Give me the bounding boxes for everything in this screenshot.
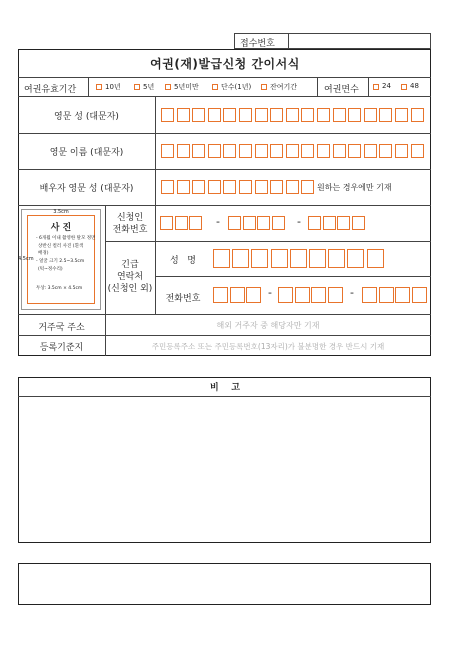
- char-box[interactable]: [286, 144, 299, 158]
- digit-box[interactable]: [295, 287, 310, 303]
- photo-instruction-3: 배경): [38, 251, 49, 256]
- char-box[interactable]: [290, 249, 307, 268]
- char-box[interactable]: [223, 180, 236, 194]
- char-box[interactable]: [411, 144, 424, 158]
- validity-checkbox-10y[interactable]: [96, 84, 102, 90]
- surname-label: 영문 성 (대문자): [54, 112, 119, 122]
- char-box[interactable]: [239, 108, 252, 122]
- char-box[interactable]: [177, 144, 190, 158]
- digit-box[interactable]: [246, 287, 261, 303]
- validity-option-10y: 10년: [105, 83, 121, 91]
- char-box[interactable]: [317, 108, 330, 122]
- spouse-note: 원하는 경우에만 기재: [317, 183, 392, 192]
- validity-checkbox-single[interactable]: [212, 84, 218, 90]
- digit-box[interactable]: [278, 287, 293, 303]
- char-box[interactable]: [301, 180, 314, 194]
- char-box[interactable]: [395, 108, 408, 122]
- char-box[interactable]: [255, 108, 268, 122]
- remarks-label: 비 고: [210, 383, 240, 393]
- phone-separator: -: [268, 286, 272, 299]
- digit-box[interactable]: [352, 216, 365, 230]
- digit-box[interactable]: [362, 287, 377, 303]
- photo-instruction-5: (턱~정수리): [38, 267, 63, 272]
- char-box[interactable]: [364, 144, 377, 158]
- char-box[interactable]: [192, 108, 205, 122]
- char-box[interactable]: [395, 144, 408, 158]
- applicant-phone-label: 신청인 전화번호: [112, 213, 148, 235]
- photo-instruction-1: - 6개월 이내 촬영한 탈모 정면: [36, 236, 96, 241]
- address-hint[interactable]: 해외 거주자 중 해당자만 기재: [216, 321, 320, 330]
- validity-option-5y: 5년: [143, 83, 155, 91]
- given-name-label: 영문 이름 (대문자): [49, 148, 124, 158]
- pages-checkbox-48[interactable]: [401, 84, 407, 90]
- char-box[interactable]: [177, 180, 190, 194]
- char-box[interactable]: [301, 144, 314, 158]
- registration-hint[interactable]: 주민등록주소 또는 주민등록번호(13자리)가 불분명한 경우 반드시 기재: [151, 342, 385, 351]
- char-box[interactable]: [333, 108, 346, 122]
- phone-separator: -: [350, 286, 354, 299]
- pages-label: 여권면수: [324, 85, 359, 95]
- remarks-textarea[interactable]: [20, 398, 429, 541]
- pages-option-48: 48: [410, 82, 419, 90]
- char-box[interactable]: [161, 144, 174, 158]
- receipt-number-label: 접수번호: [240, 39, 275, 49]
- char-box[interactable]: [270, 180, 283, 194]
- validity-checkbox-5y[interactable]: [134, 84, 140, 90]
- validity-checkbox-remaining[interactable]: [261, 84, 267, 90]
- char-box[interactable]: [208, 180, 221, 194]
- char-box[interactable]: [270, 144, 283, 158]
- char-box[interactable]: [347, 249, 364, 268]
- digit-box[interactable]: [160, 216, 173, 230]
- char-box[interactable]: [367, 249, 384, 268]
- photo-instruction-4: - 얼굴 크기 2.5~3.5cm: [36, 259, 85, 264]
- spouse-label: 배우자 영문 성 (대문자): [39, 184, 134, 194]
- digit-box[interactable]: [395, 287, 410, 303]
- char-box[interactable]: [223, 144, 236, 158]
- digit-box[interactable]: [230, 287, 245, 303]
- char-box[interactable]: [223, 108, 236, 122]
- photo-height-label: 4.5cm: [18, 256, 34, 262]
- char-box[interactable]: [411, 108, 424, 122]
- phone-separator: -: [297, 215, 301, 228]
- char-box[interactable]: [208, 108, 221, 122]
- char-box[interactable]: [309, 249, 326, 268]
- char-box[interactable]: [239, 144, 252, 158]
- digit-box[interactable]: [175, 216, 188, 230]
- digit-box[interactable]: [272, 216, 285, 230]
- pages-option-24: 24: [382, 82, 391, 90]
- validity-option-remaining: 잔여기간: [270, 83, 298, 91]
- char-box[interactable]: [251, 249, 268, 268]
- char-box[interactable]: [232, 249, 249, 268]
- char-box[interactable]: [301, 108, 314, 122]
- photo-size-note: 두상: 3.5cm × 4.5cm: [36, 286, 83, 291]
- phone-separator: -: [216, 215, 220, 228]
- digit-box[interactable]: [323, 216, 336, 230]
- char-box[interactable]: [192, 144, 205, 158]
- emergency-contact-label: 긴급 연락처 (신청인 외): [107, 260, 153, 294]
- char-box[interactable]: [177, 108, 190, 122]
- char-box[interactable]: [208, 144, 221, 158]
- digit-box[interactable]: [228, 216, 241, 230]
- digit-box[interactable]: [412, 287, 427, 303]
- char-box[interactable]: [271, 249, 288, 268]
- char-box[interactable]: [348, 108, 361, 122]
- digit-box[interactable]: [257, 216, 270, 230]
- form-title: 여권(재)발급신청 간이서식: [150, 57, 300, 71]
- emergency-phone-label: 전화번호: [165, 294, 201, 304]
- char-box[interactable]: [270, 108, 283, 122]
- char-box[interactable]: [364, 108, 377, 122]
- char-box[interactable]: [328, 249, 345, 268]
- char-box[interactable]: [255, 180, 268, 194]
- char-box[interactable]: [161, 108, 174, 122]
- digit-box[interactable]: [243, 216, 256, 230]
- photo-frame[interactable]: [18, 209, 101, 310]
- char-box[interactable]: [286, 108, 299, 122]
- digit-box[interactable]: [311, 287, 326, 303]
- digit-box[interactable]: [328, 287, 343, 303]
- registration-label: 등록기준지: [39, 343, 84, 353]
- char-box[interactable]: [333, 144, 346, 158]
- digit-box[interactable]: [337, 216, 350, 230]
- address-label: 거주국 주소: [38, 323, 85, 333]
- pages-checkbox-24[interactable]: [373, 84, 379, 90]
- char-box[interactable]: [255, 144, 268, 158]
- photo-instruction-2: 상반신 컬러 사진 (흰색: [38, 244, 84, 249]
- char-box[interactable]: [379, 144, 392, 158]
- emergency-name-label: 성 명: [170, 256, 196, 266]
- photo-width-label: 3.5cm: [53, 209, 69, 215]
- bottom-box[interactable]: [18, 563, 431, 605]
- char-box[interactable]: [286, 180, 299, 194]
- validity-label: 여권유효기간: [24, 85, 77, 95]
- char-box[interactable]: [161, 180, 174, 194]
- char-box[interactable]: [379, 108, 392, 122]
- char-box[interactable]: [239, 180, 252, 194]
- digit-box[interactable]: [308, 216, 321, 230]
- char-box[interactable]: [192, 180, 205, 194]
- digit-box[interactable]: [213, 287, 228, 303]
- char-box[interactable]: [213, 249, 230, 268]
- receipt-number-field[interactable]: [289, 34, 430, 48]
- validity-checkbox-under5y[interactable]: [165, 84, 171, 90]
- digit-box[interactable]: [379, 287, 394, 303]
- char-box[interactable]: [317, 144, 330, 158]
- char-box[interactable]: [348, 144, 361, 158]
- validity-option-single: 단수(1년): [221, 83, 252, 91]
- validity-option-under5y: 5년미만: [174, 83, 199, 91]
- digit-box[interactable]: [189, 216, 202, 230]
- photo-title: 사 진: [50, 223, 72, 233]
